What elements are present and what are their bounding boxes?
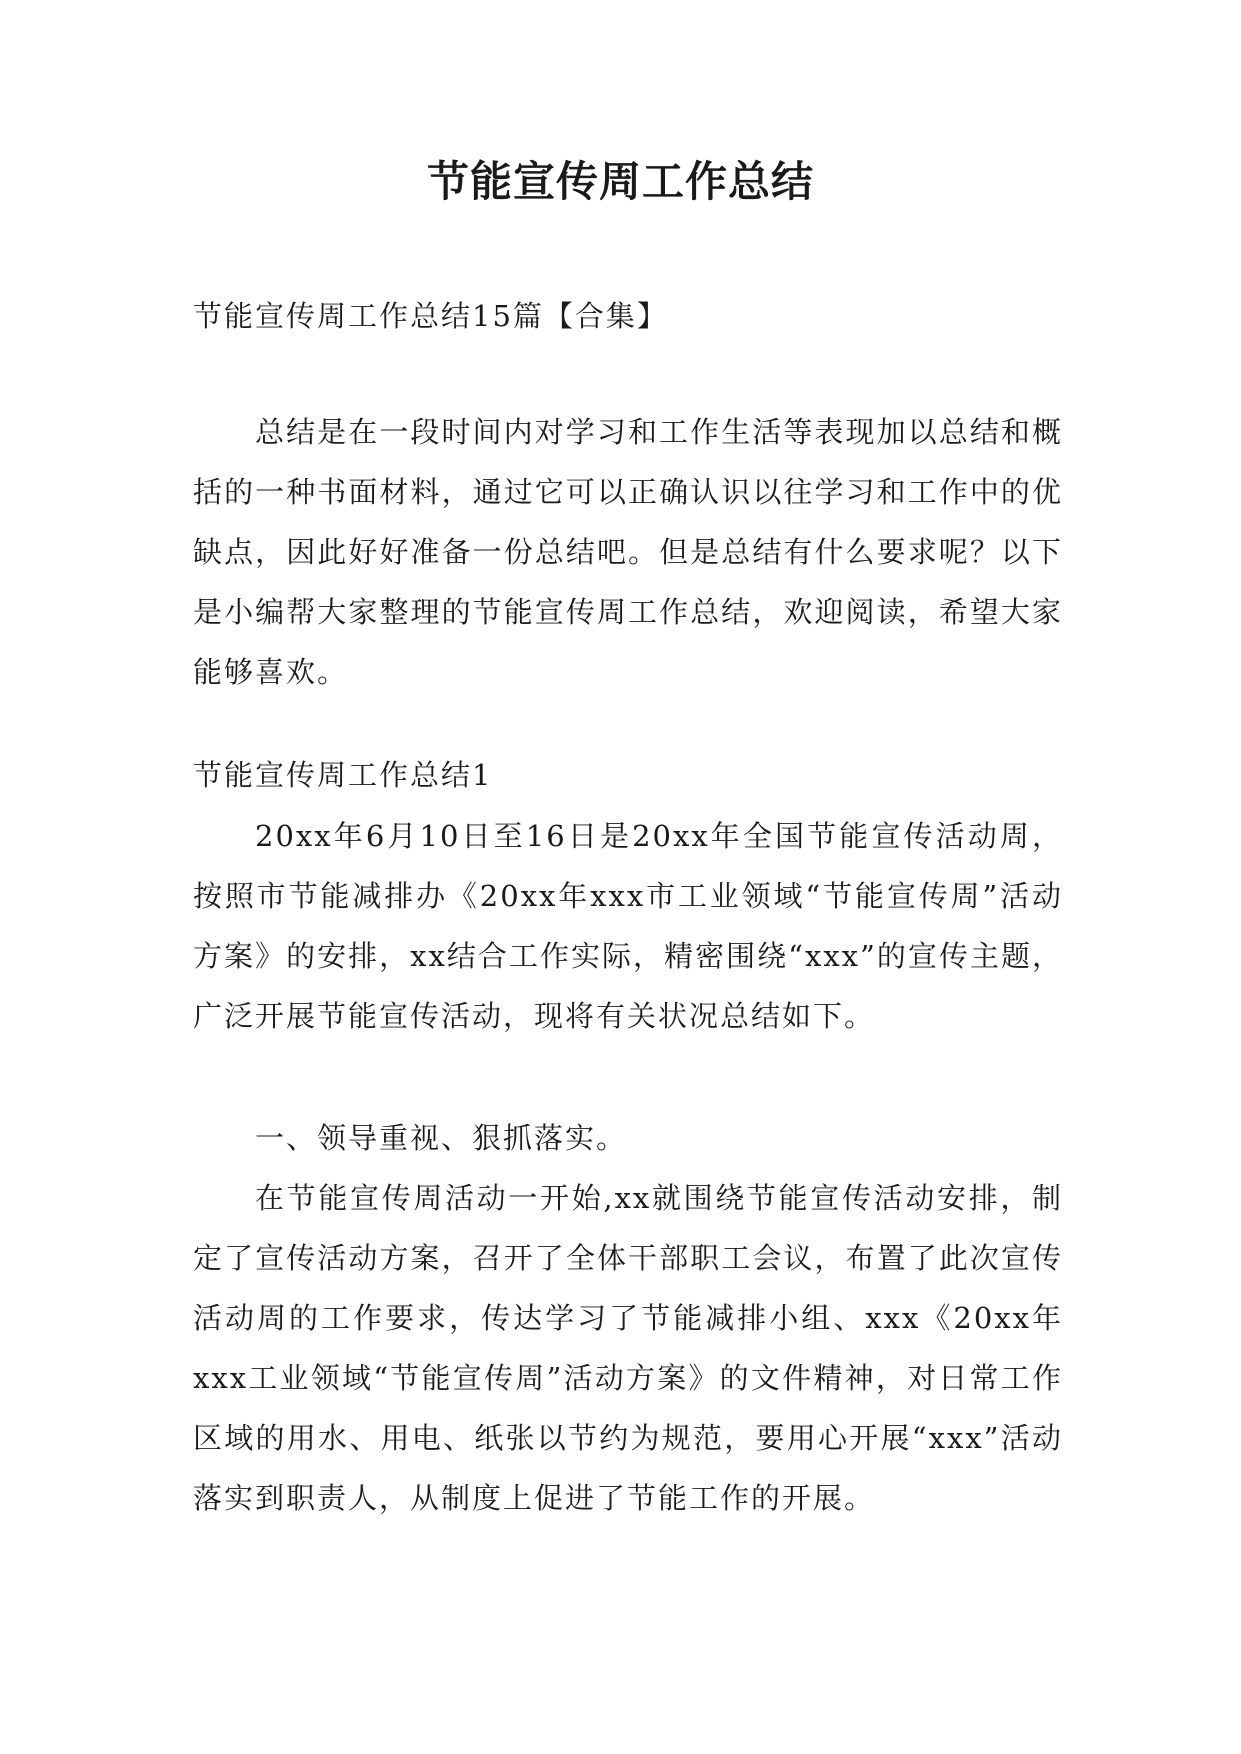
body-paragraph-2: 在节能宣传周活动一开始,xx就围绕节能宣传活动安排，制定了宣传活动方案，召开了全体干部职工会议，布置了此次宣传活动周的工作要求，传达学习了节能减排小组、xxx《20xx年xxx工业领域“节能宣传周”活动方案》的文件精神，对日常工作区域的用水、用电、纸张以节约为规范，要用心开展“xxx”活动落实到职责人，从制度上促进了节能工作的开展。 [193,1181,1063,1515]
document-subtitle: 节能宣传周工作总结15篇【合集】 [193,299,668,333]
body-paragraph-1: 20xx年6月10日至16日是20xx年全国节能宣传活动周，按照市节能减排办《20xx年xxx市工业领域“节能宣传周”活动方案》的安排，xx结合工作实际，精密围绕“xxx”的宣传主题，广泛开展节能宣传活动，现将有关状况总结如下。 [193,819,1063,1033]
intro-paragraph: 总结是在一段时间内对学习和工作生活等表现加以总结和概括的一种书面材料，通过它可以正确认识以往学习和工作中的优缺点，因此好好准备一份总结吧。但是总结有什么要求呢？以下是小编帮大家整理的节能宣传周工作总结，欢迎阅读，希望大家能够喜欢。 [193,415,1063,689]
subheading-1: 一、领导重视、狠抓落实。 [255,1121,628,1155]
section-heading: 节能宣传周工作总结1 [193,758,493,792]
document-title: 节能宣传周工作总结 [426,157,814,206]
